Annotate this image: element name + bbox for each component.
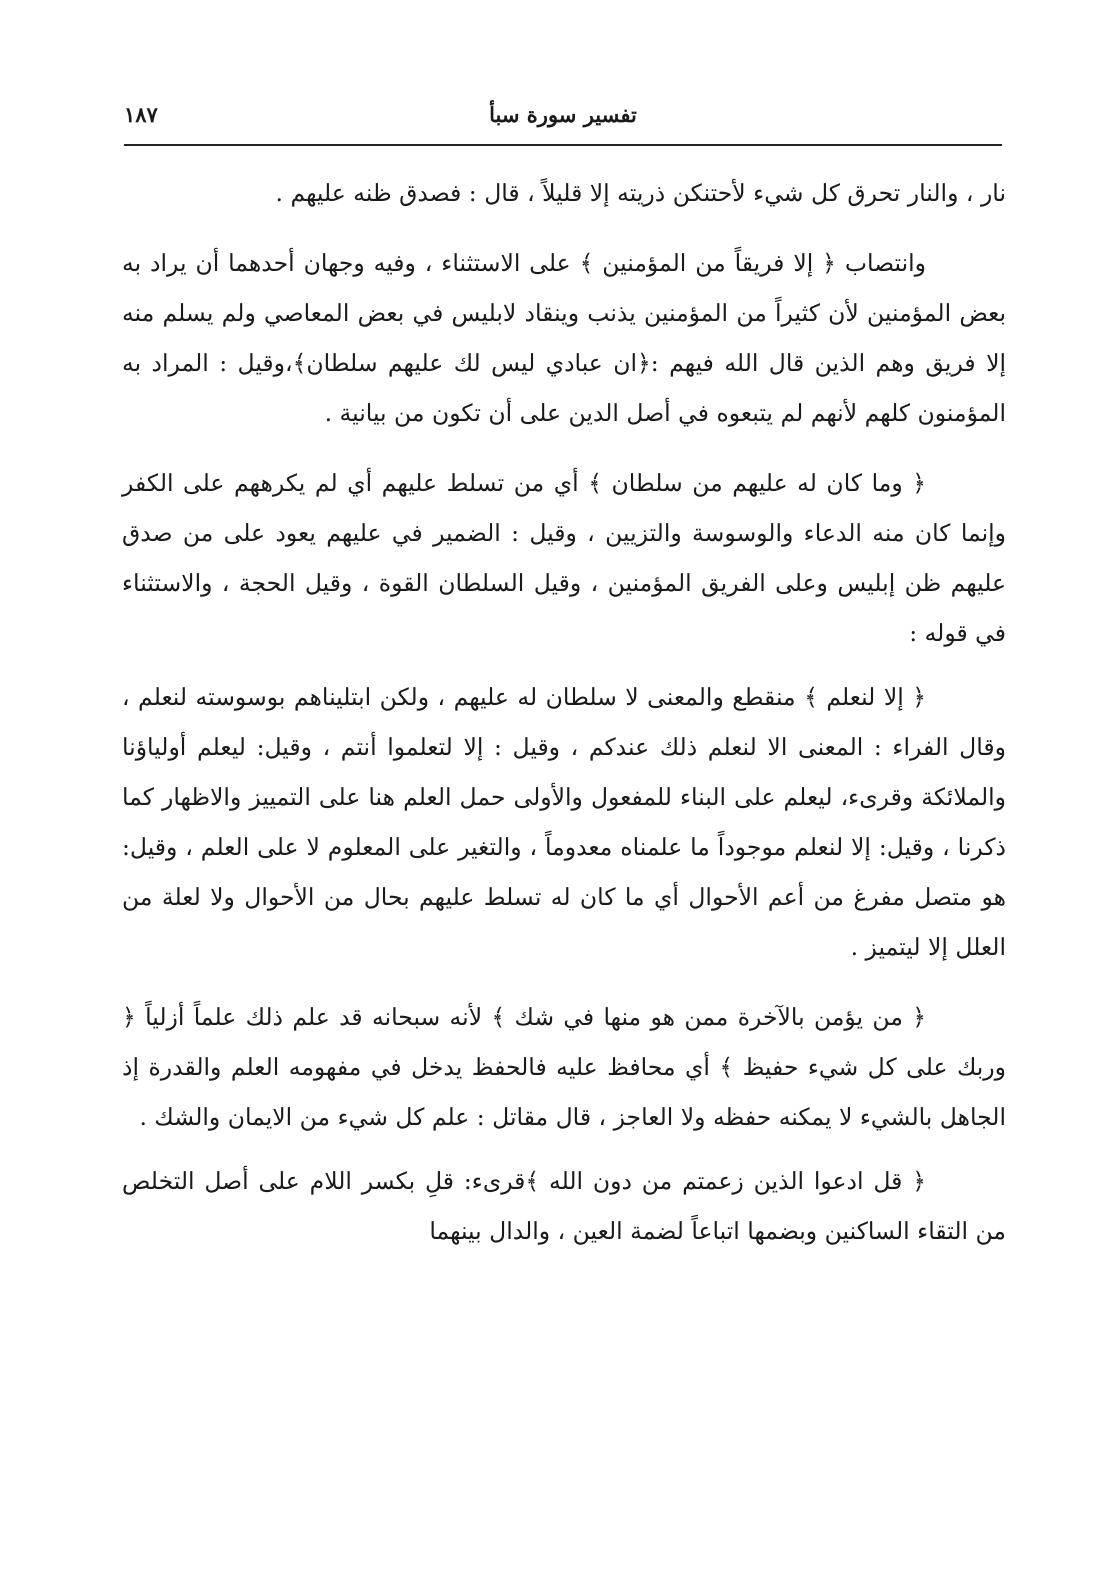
running-header	[124, 96, 1002, 136]
paragraph: ﴿ إلا لنعلم ﴾ منقطع والمعنى لا سلطان له عليهم ، ولكن ابتليناهم بوسوسته لنعلم ، وقال الفراء : المعنى الا لنعلم ذلك عندكم ، وقيل : إلا لتعلموا أنتم ، وقيل: ليعلم أولياؤنا والملائكة وقرىء، ليعلم على البناء للمفعول والأولى حمل العلم هنا على التمييز والاظهار كما ذكرنا ، وقيل: إلا لنعلم موجوداً ما علمناه معدوماً ، والتغير على المعلوم لا على العلم ، وقيل: هو متصل مفرغ من أعم الأحوال أي ما كان له تسلط عليهم بحال من الأحوال ولا لعلة من العلل إلا ليتميز .	[122, 683, 1006, 961]
page-title: تفسير سورة سبأ	[489, 102, 637, 127]
page-number: ١٨٧	[124, 102, 158, 127]
body-text	[122, 168, 1006, 1276]
paragraph: نار ، والنار تحرق كل شيء لأحتنكن ذريته إلا قليلاً ، قال : فصدق ظنه عليهم .	[275, 179, 1006, 207]
paragraph: ﴿ من يؤمن بالآخرة ممن هو منها في شك ﴾ لأنه سبحانه قد علم ذلك علماً أزلياً ﴿ وربك على كل شيء حفيظ ﴾ أي محافظ عليه فالحفظ يدخل في مفهومه العلم والقدرة إذ الجاهل بالشيء لا يمكنه حفظه ولا العاجز ، قال مقاتل : علم كل شيء من الايمان والشك .	[122, 1003, 1006, 1131]
paragraph: ﴿ وما كان له عليهم من سلطان ﴾ أي من تسلط عليهم أي لم يكرههم على الكفر وإنما كان منه الدعاء والوسوسة والتزيين ، وقيل : الضمير في عليهم يعود على من صدق عليهم ظن إبليس وعلى الفريق المؤمنين ، وقيل السلطان القوة ، وقيل الحجة ، والاستثناء في قوله :	[122, 469, 1006, 647]
paragraph: ﴿ قل ادعوا الذين زعمتم من دون الله ﴾قرىء: قلِ بكسر اللام على أصل التخلص من التقاء الساكنين وبضمها اتباعاً لضمة العين ، والدال بينهما	[122, 1167, 1006, 1245]
header-divider	[124, 144, 1002, 146]
paragraph: وانتصاب ﴿ إلا فريقاً من المؤمنين ﴾ على الاستثناء ، وفيه وجهان أحدهما أن يراد به بعض المؤمنين لأن كثيراً من المؤمنين يذنب وينقاد لابليس في بعض المعاصي ولم يسلم منه إلا فريق وهم الذين قال الله فيهم :﴿ان عبادي ليس لك عليهم سلطان﴾،وقيل : المراد به المؤمنون كلهم لأنهم لم يتبعوه في أصل الدين على أن تكون من بيانية .	[122, 249, 1006, 427]
